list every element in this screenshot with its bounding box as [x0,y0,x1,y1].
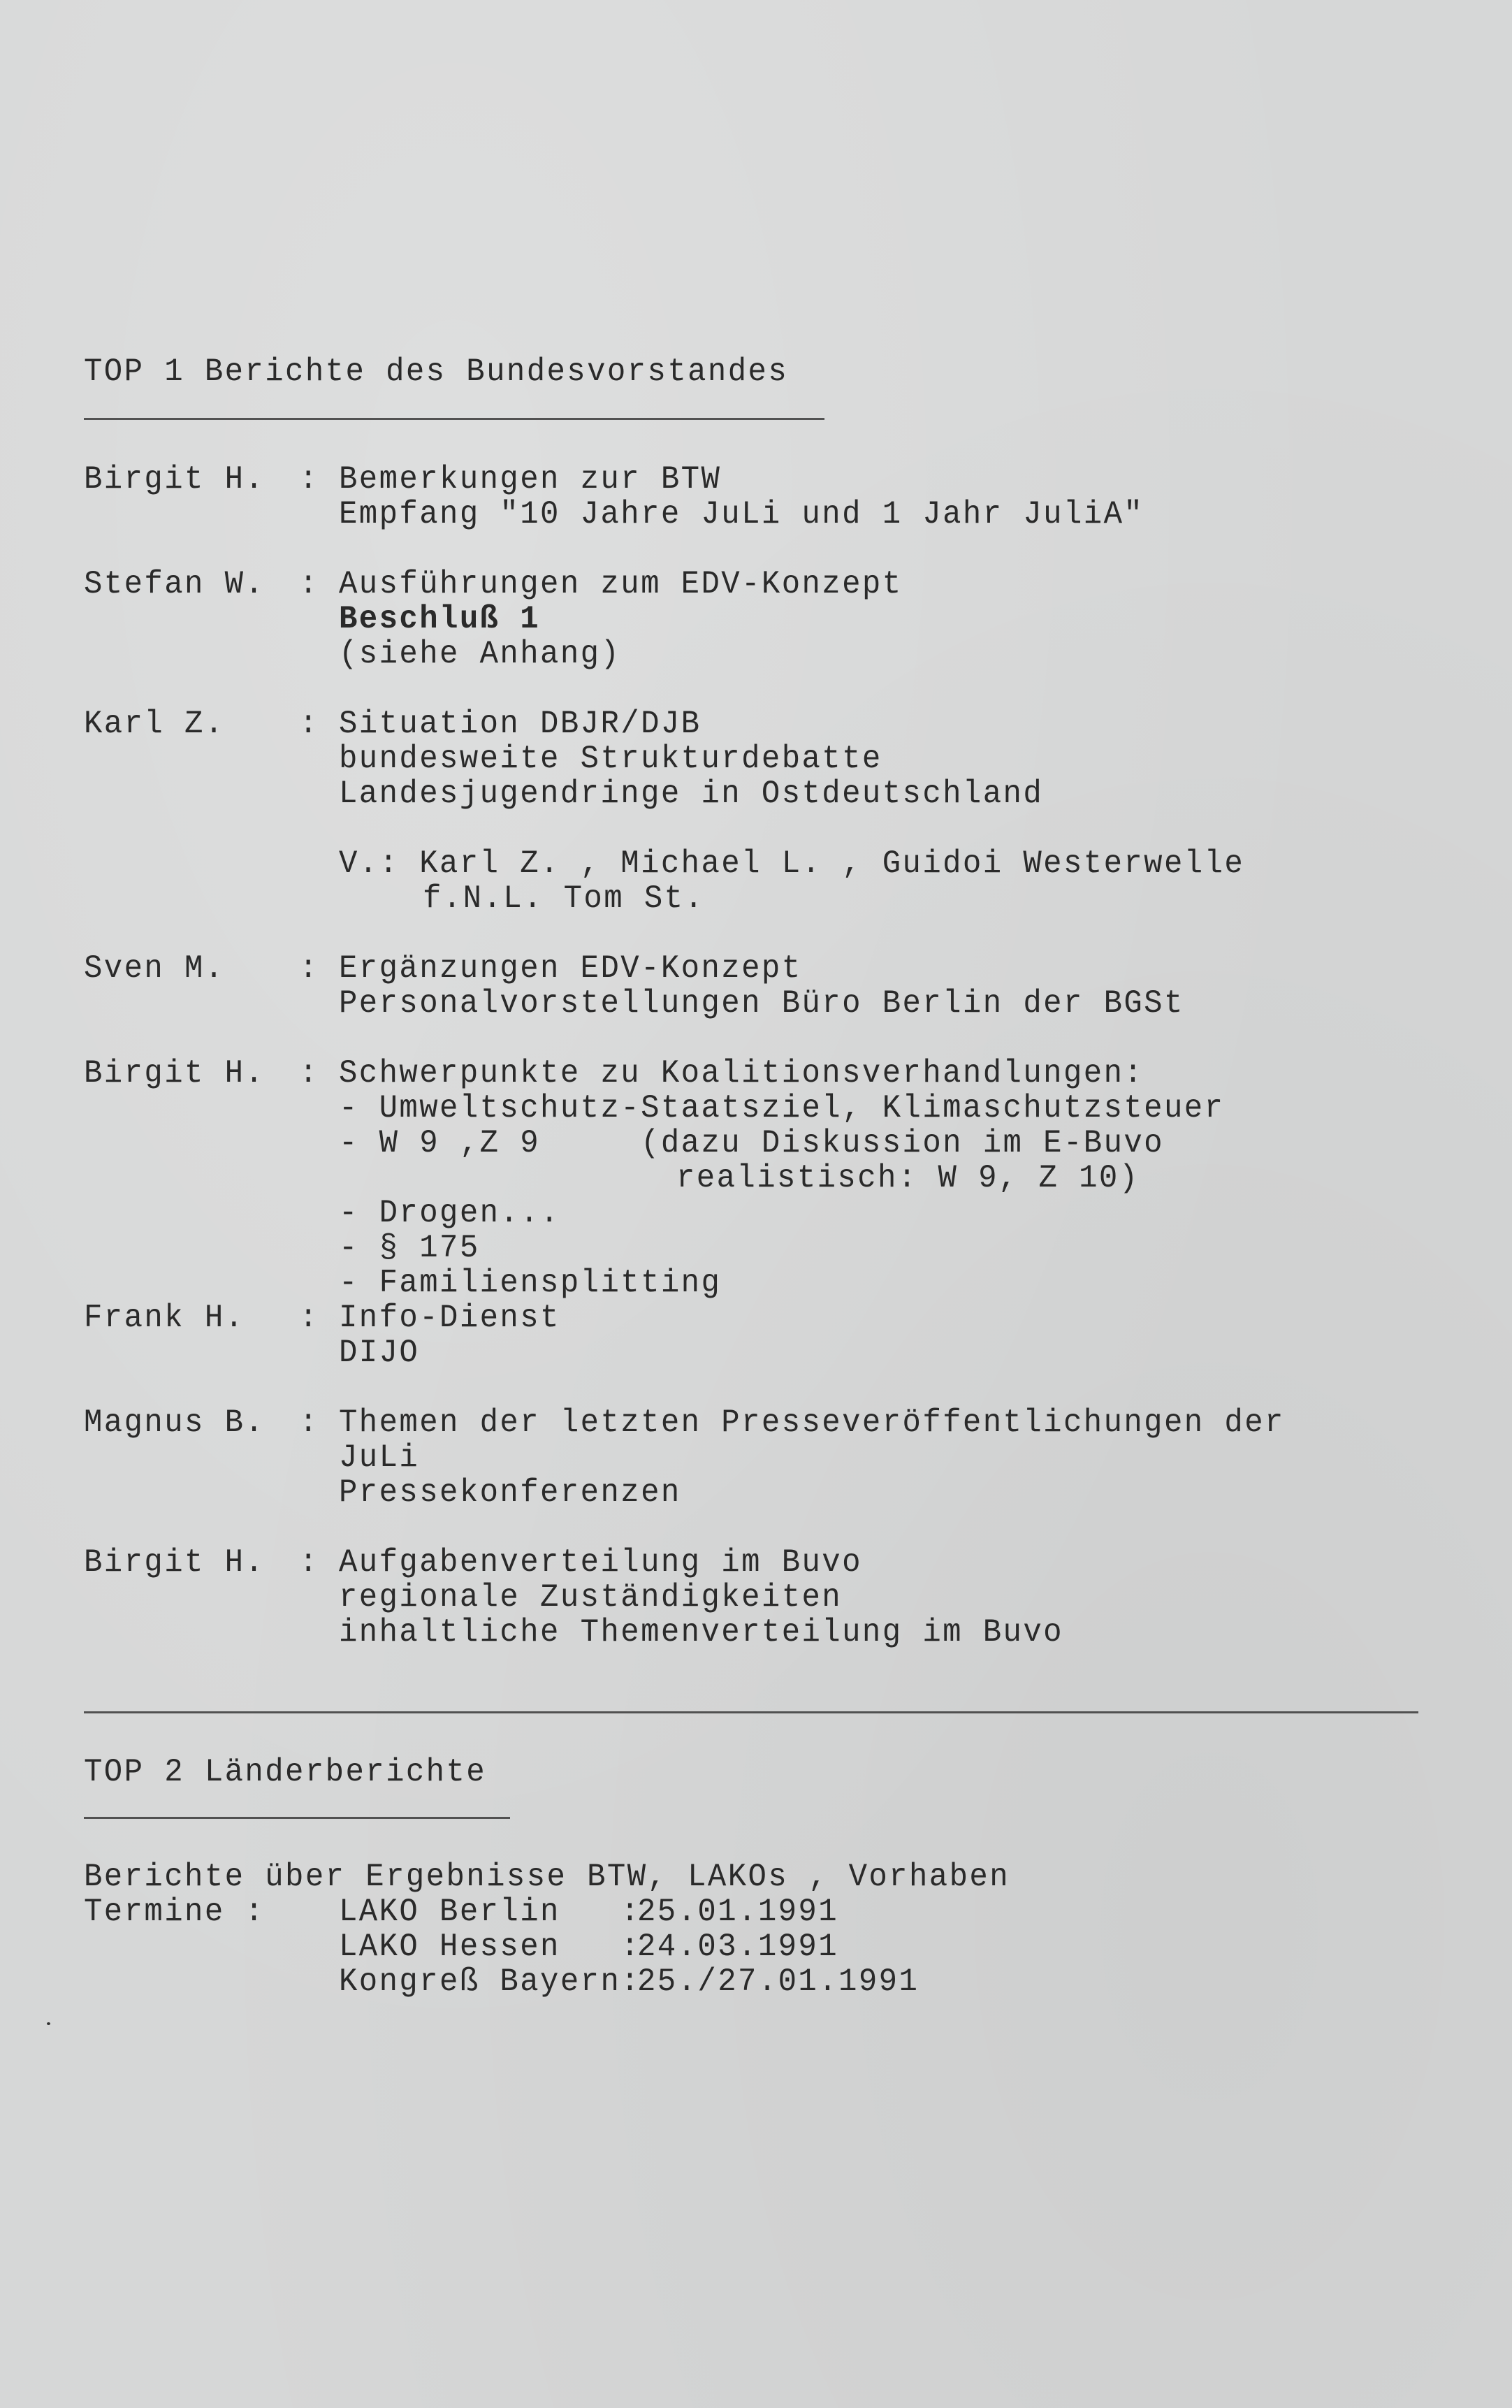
termin-event: Kongreß Bayern: [339,1964,641,2001]
entry-line: bundesweite Strukturdebatte [339,741,882,778]
separator-colon: : [299,461,319,498]
entry-line: Pressekonferenzen [339,1474,681,1511]
entry-line: Ausführungen zum EDV-Konzept [339,566,903,603]
separator-colon: : [299,566,319,603]
section-title-underline [84,1817,510,1819]
entry-line: Themen der letzten Presseveröffentlichungen der [339,1405,1285,1442]
separator-colon: : [299,950,319,987]
note-line: V.: Karl Z. , Michael L. , Guidoi Westerwelle [339,846,1245,883]
entry-list-item: - W 9 ,Z 9 (dazu Diskussion im E-Buvo [339,1125,1164,1162]
entry-line: Empfang "10 Jahre JuLi und 1 Jahr JuliA" [339,496,1144,533]
entry-line: JuLi [339,1439,420,1477]
speaker-label: Magnus B. [84,1405,266,1442]
termin-event: LAKO Berlin : [339,1894,641,1931]
entry-list-item: - Drogen... [339,1195,560,1232]
separator-colon: : [299,706,319,743]
entry-list-item: - Familiensplitting [339,1265,722,1302]
section-title-underline [84,418,824,420]
entry-line: inhaltliche Themenverteilung im Buvo [339,1614,1063,1651]
section-title-top1: TOP 1 Berichte des Bundesvorstandes [84,354,789,391]
speaker-label: Birgit H. [84,1544,266,1581]
entry-line: (siehe Anhang) [339,636,621,673]
separator-colon: : [299,1544,319,1581]
entry-line: Bemerkungen zur BTW [339,461,722,498]
separator-colon: : [299,1300,319,1337]
entry-line: regionale Zuständigkeiten [339,1579,843,1616]
termin-date: 25./27.01.1991 [637,1964,919,2001]
entry-line: Info-Dienst [339,1300,560,1337]
separator-colon: : [299,1055,319,1092]
entry-line: Landesjugendringe in Ostdeutschland [339,776,1044,813]
speaker-label: Karl Z. [84,706,225,743]
summary-line: Berichte über Ergebnisse BTW, LAKOs , Vorhaben [84,1859,1010,1896]
termin-date: 25.01.1991 [637,1894,839,1931]
entry-line: Personalvorstellungen Büro Berlin der BGSt [339,985,1184,1022]
paper-speck [47,2022,50,2025]
termin-event: LAKO Hessen : [339,1929,641,1966]
speaker-label: Sven M. [84,950,225,987]
termine-label: Termine : [84,1894,266,1931]
section-divider [84,1711,1418,1713]
termin-date: 24.03.1991 [637,1929,839,1966]
entry-list-item: - Umweltschutz-Staatsziel, Klimaschutzsteuer [339,1090,1225,1127]
entry-line: Aufgabenverteilung im Buvo [339,1544,862,1581]
entry-line: Situation DBJR/DJB [339,706,702,743]
speaker-label: Birgit H. [84,1055,266,1092]
section-title-top2: TOP 2 Länderberichte [84,1754,487,1791]
speaker-label: Frank H. [84,1300,245,1337]
speaker-label: Birgit H. [84,461,266,498]
separator-colon: : [299,1405,319,1442]
entry-line: DIJO [339,1335,420,1372]
entry-line: Schwerpunkte zu Koalitionsverhandlungen: [339,1055,1144,1092]
speaker-label: Stefan W. [84,566,266,603]
entry-line: Ergänzungen EDV-Konzept [339,950,802,987]
note-line: f.N.L. Tom St. [423,880,705,917]
entry-list-continuation: realistisch: W 9, Z 10) [676,1160,1140,1197]
entry-list-item: - § 175 [339,1230,480,1267]
resolution-label: Beschluß 1 [339,601,541,638]
